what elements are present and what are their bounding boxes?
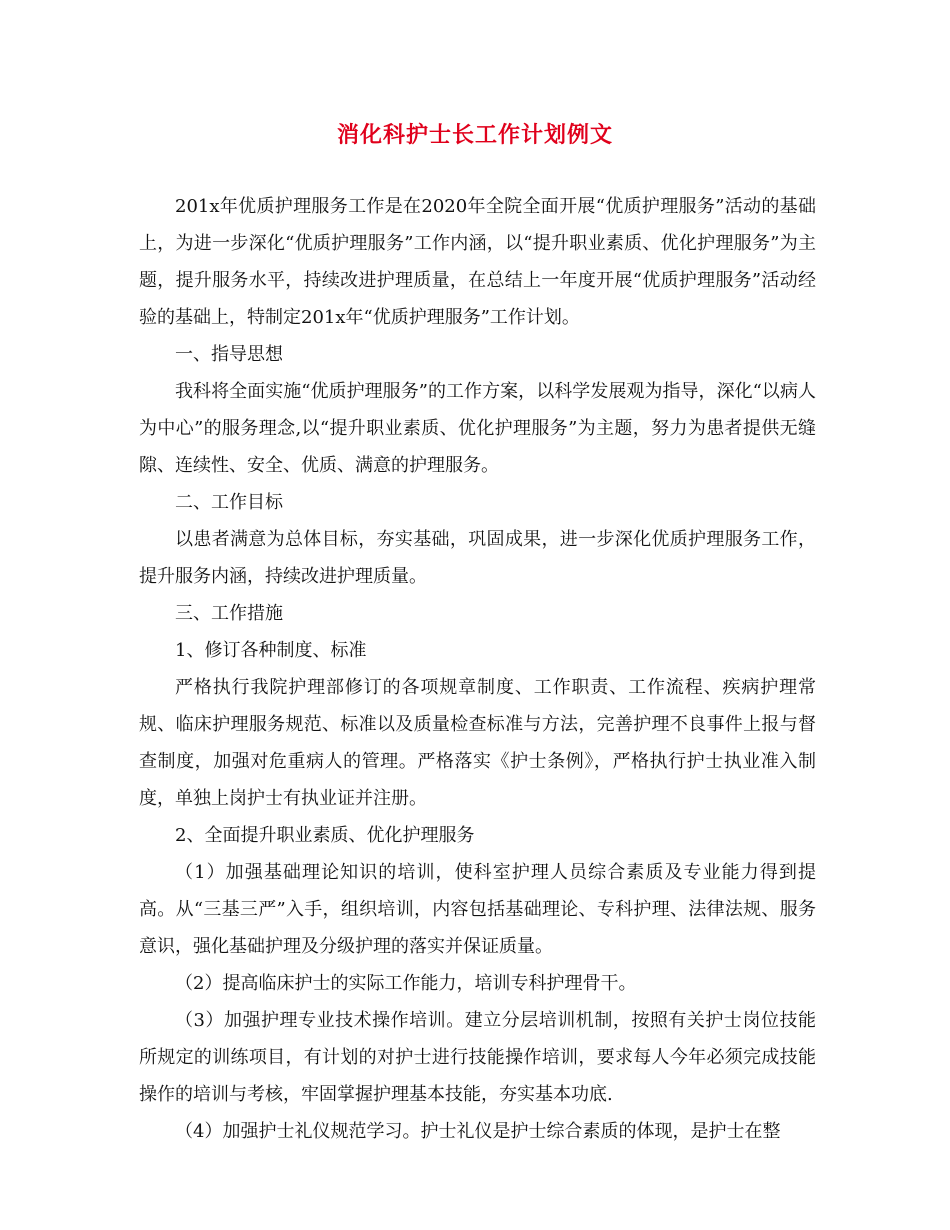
subheading-revise-systems: 1、修订各种制度、标准 <box>175 640 367 661</box>
intro-paragraph: 201x年优质护理服务工作是在2020年全院全面开展“优质护理服务”活动的基础上，为进一步深化“优质护理服务”工作内涵，以“提升职业素质、优化护理服务”为主题，提升服务水平，持续改进护理质量，在总结上一年度开展“优质护理服务”活动经验的基础上，特制定201x年“优质护理服务”工作计划。 <box>139 196 816 328</box>
guiding-thought-paragraph: 我科将全面实施“优质护理服务”的工作方案，以科学发展观为指导，深化“以病人为中心”的服务理念,以“提升职业素质、优化护理服务”为主题，努力为患者提供无缝隙、连续性、安全、优质、满意的护理服务。 <box>139 381 816 476</box>
work-goals-paragraph: 以患者满意为总体目标，夯实基础，巩固成果，进一步深化优质护理服务工作，提升服务内涵，持续改进护理质量。 <box>139 529 816 587</box>
section-heading-work-measures: 三、工作措施 <box>175 603 283 624</box>
subheading-improve-quality: 2、全面提升职业素质、优化护理服务 <box>175 825 475 846</box>
measure-item-2: （2）提高临床护士的实际工作能力，培训专科护理骨干。 <box>175 973 637 994</box>
section-heading-guiding-thought: 一、指导思想 <box>175 344 283 365</box>
revise-systems-paragraph: 严格执行我院护理部修订的各项规章制度、工作职责、工作流程、疾病护理常规、临床护理服务规范、标准以及质量检查标准与方法，完善护理不良事件上报与督查制度，加强对危重病人的管理。严格落实《护士条例》，严格执行护士执业准入制度，单独上岗护士有执业证并注册。 <box>139 677 816 809</box>
measure-item-4: （4）加强护士礼仪规范学习。护士礼仪是护士综合素质的体现，是护士在整 <box>175 1121 781 1142</box>
section-heading-work-goals: 二、工作目标 <box>175 492 283 513</box>
measure-item-1: （1）加强基础理论知识的培训，使科室护理人员综合素质及专业能力得到提高。从“三基三严”入手，组织培训，内容包括基础理论、专科护理、法律法规、服务意识，强化基础护理及分级护理的落实并保证质量。 <box>139 862 816 957</box>
measure-item-3: （3）加强护理专业技术操作培训。建立分层培训机制，按照有关护士岗位技能所规定的训练项目，有计划的对护士进行技能操作培训，要求每人今年必须完成技能操作的培训与考核，牢固掌握护理基本技能，夯实基本功底. <box>139 1010 816 1105</box>
document-title: 消化科护士长工作计划例文 <box>336 122 613 148</box>
document-body <box>139 188 816 1150</box>
